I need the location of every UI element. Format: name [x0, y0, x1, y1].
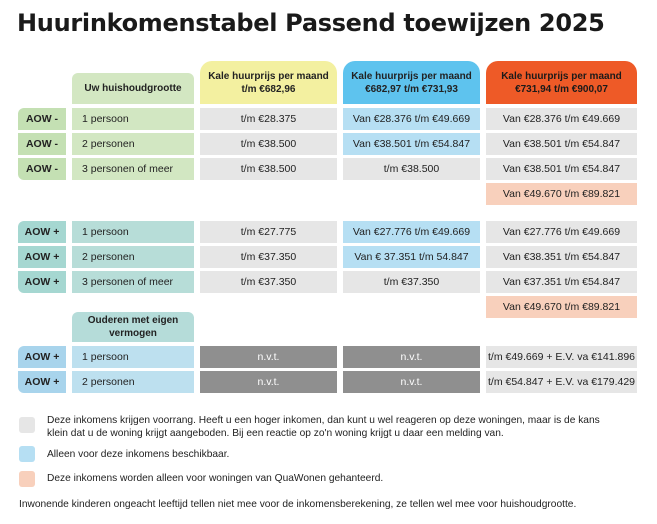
header-rent-tier-3-line1: Kale huurprijs per maand [501, 70, 622, 82]
income-cell: Van €38.351 t/m €54.847 [486, 246, 637, 268]
income-cell: t/m €38.500 [200, 133, 337, 155]
row-tag: AOW + [18, 246, 66, 268]
header-household-size-label: Uw huishoudgrootte [84, 83, 182, 94]
income-cell-not-applicable: n.v.t. [343, 346, 480, 368]
row-household-label: 2 personen [72, 133, 194, 155]
legend-swatch-peach [19, 471, 35, 487]
header-household-size [72, 73, 194, 104]
income-cell: Van € 37.351 t/m 54.847 [343, 246, 480, 268]
row-tag: AOW + [18, 371, 66, 393]
income-cell: Van €28.376 t/m €49.669 [343, 108, 480, 130]
row-tag: AOW - [18, 133, 66, 155]
legend-text-only: Alleen voor deze inkomens beschikbaar. [47, 449, 230, 460]
row-household-label: 3 personen of meer [72, 158, 194, 180]
page-title: Huurinkomenstabel Passend toewijzen 2025 [17, 9, 605, 37]
income-cell: t/m €37.350 [200, 246, 337, 268]
header-rent-tier-1-line2: t/m €682,96 [241, 83, 296, 95]
header-elderly-with-assets [72, 312, 194, 342]
income-cell: Van €37.351 t/m €54.847 [486, 271, 637, 293]
row-tag: AOW + [18, 346, 66, 368]
income-cell-quawonen: Van €49.670 t/m €89.821 [486, 183, 637, 205]
income-cell-not-applicable: n.v.t. [200, 371, 337, 393]
header-rent-tier-2-line1: Kale huurprijs per maand [351, 70, 472, 82]
income-cell: t/m €38.500 [200, 158, 337, 180]
legend-swatch-grey [19, 417, 35, 433]
income-cell-quawonen: Van €49.670 t/m €89.821 [486, 296, 637, 318]
header-elderly-line1: Ouderen met eigen [87, 315, 179, 326]
header-rent-tier-1-line1: Kale huurprijs per maand [208, 70, 329, 82]
income-cell-not-applicable: n.v.t. [343, 371, 480, 393]
header-rent-tier-3-line2: €731,94 t/m €900,07 [515, 83, 608, 95]
row-household-label: 2 personen [72, 371, 194, 393]
income-cell: t/m €28.375 [200, 108, 337, 130]
header-rent-tier-3 [486, 61, 637, 104]
row-household-label: 3 personen of meer [72, 271, 194, 293]
income-cell: t/m €49.669 + E.V. va €141.896 [486, 346, 637, 368]
income-cell: Van €28.376 t/m €49.669 [486, 108, 637, 130]
income-cell: Van €38.501 t/m €54.847 [486, 133, 637, 155]
row-tag: AOW - [18, 158, 66, 180]
row-tag: AOW + [18, 221, 66, 243]
income-cell: Van €38.501 t/m €54.847 [343, 133, 480, 155]
legend-swatch-blue [19, 446, 35, 462]
row-household-label: 1 persoon [72, 221, 194, 243]
income-cell: t/m €27.775 [200, 221, 337, 243]
header-rent-tier-1 [200, 61, 337, 104]
row-tag: AOW - [18, 108, 66, 130]
row-household-label: 1 persoon [72, 346, 194, 368]
row-household-label: 1 persoon [72, 108, 194, 130]
row-tag: AOW + [18, 271, 66, 293]
income-cell: t/m €54.847 + E.V. va €179.429 [486, 371, 637, 393]
income-cell: Van €27.776 t/m €49.669 [343, 221, 480, 243]
legend-text-priority: Deze inkomens krijgen voorrang. Heeft u een hoger inkomen, dan kunt u wel reageren op deze woningen, maar is de kans klein dat u de woning krijgt aangeboden. Bij een reactie op zo'n woning krijgt u daar een melding van. [47, 415, 600, 439]
footnote: Inwonende kinderen ongeacht leeftijd tellen niet mee voor de inkomensberekening, ze tellen wel mee voor huishoudgrootte. [19, 499, 577, 510]
header-rent-tier-2 [343, 61, 480, 104]
income-cell: t/m €37.350 [343, 271, 480, 293]
header-rent-tier-2-line2: €682,97 t/m €731,93 [365, 83, 458, 95]
header-elderly-line2: vermogen [109, 328, 157, 339]
income-cell: Van €38.501 t/m €54.847 [486, 158, 637, 180]
legend-text-quawonen: Deze inkomens worden alleen voor woningen van QuaWonen gehanteerd. [47, 473, 384, 484]
income-cell: t/m €38.500 [343, 158, 480, 180]
income-cell-not-applicable: n.v.t. [200, 346, 337, 368]
income-cell: t/m €37.350 [200, 271, 337, 293]
income-cell: Van €27.776 t/m €49.669 [486, 221, 637, 243]
row-household-label: 2 personen [72, 246, 194, 268]
